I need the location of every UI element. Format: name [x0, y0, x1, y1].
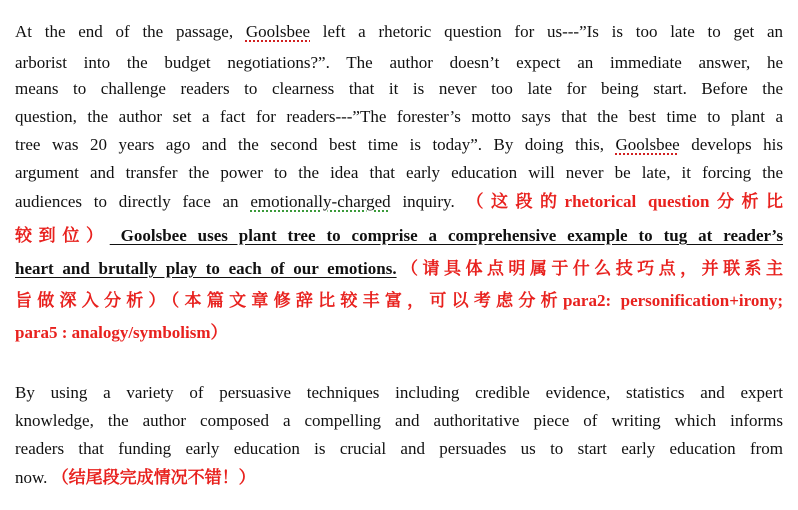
text-run: At the end of the passage, — [15, 22, 246, 41]
text-run: tree was 20 years ago and the second best time is today”. By doing this, — [15, 135, 616, 154]
text-run: argument and transfer the power to the idea that early education will never be late, it forcing the — [15, 163, 783, 182]
underlined-sentence: Goolsbee uses plant tree to comprise a comprehensive example to tug at reader’s — [109, 226, 784, 245]
paragraph-1-line — [15, 77, 783, 101]
paragraph-1-line — [15, 224, 783, 248]
text-run: By using a variety of persuasive techniques including credible evidence, statistics and expert — [15, 383, 783, 402]
teacher-comment: para5 : analogy/symbolism） — [15, 323, 228, 342]
underlined-sentence: heart and brutally play to each of our emotions. — [15, 259, 397, 278]
teacher-comment: （这段的rhetorical question分析比 — [466, 192, 783, 211]
paragraph-2-line — [15, 437, 783, 461]
teacher-comment: 旨做深入分析）（本篇文章修辞比较丰富，可以考虑分析para2: personification+irony; — [15, 291, 783, 310]
paragraph-2-line — [15, 466, 783, 490]
paragraph-1-line — [15, 161, 783, 185]
spelling-flagged-word: Goolsbee — [245, 22, 311, 41]
paragraph-2-line — [15, 409, 783, 433]
text-run: arborist into the budget negotiations?”. The author doesn’t expect an immediate answer, he — [15, 53, 783, 72]
paragraph-1-line — [15, 20, 783, 44]
spelling-flagged-word: Goolsbee — [615, 135, 680, 154]
paragraph-1-line — [15, 190, 783, 214]
text-run: question, the author set a fact for readers---”The forester’s motto says that the best time to plant a — [15, 107, 783, 126]
paragraph-1-line — [15, 289, 783, 313]
paragraph-1-line — [15, 133, 783, 157]
text-run: left a rhetoric question for us---”Is is too late to get an — [310, 22, 783, 41]
paragraph-1-line — [15, 51, 783, 75]
paragraph-1-line — [15, 257, 783, 281]
text-run: audiences to directly face an — [15, 192, 251, 211]
teacher-comment: 较到位） — [15, 226, 110, 245]
grammar-flagged-word: emotionally-charged — [250, 192, 391, 211]
text-run: means to challenge readers to clearness that it is never too late for being start. Before the — [15, 79, 783, 98]
paragraph-2-line — [15, 381, 783, 405]
text-run: now. — [15, 468, 52, 487]
text-run: inquiry. — [390, 192, 467, 211]
paragraph-1-line — [15, 105, 783, 129]
text-run: develops his — [679, 135, 783, 154]
text-run: readers that funding early education is crucial and persuades us to start early education from — [15, 439, 783, 458]
text-run: knowledge, the author composed a compelling and authoritative piece of writing which informs — [15, 411, 783, 430]
teacher-comment: （请具体点明属于什么技巧点，并联系主 — [396, 259, 784, 278]
teacher-comment: （结尾段完成情况不错！） — [51, 468, 256, 487]
paragraph-1-line — [15, 321, 783, 345]
